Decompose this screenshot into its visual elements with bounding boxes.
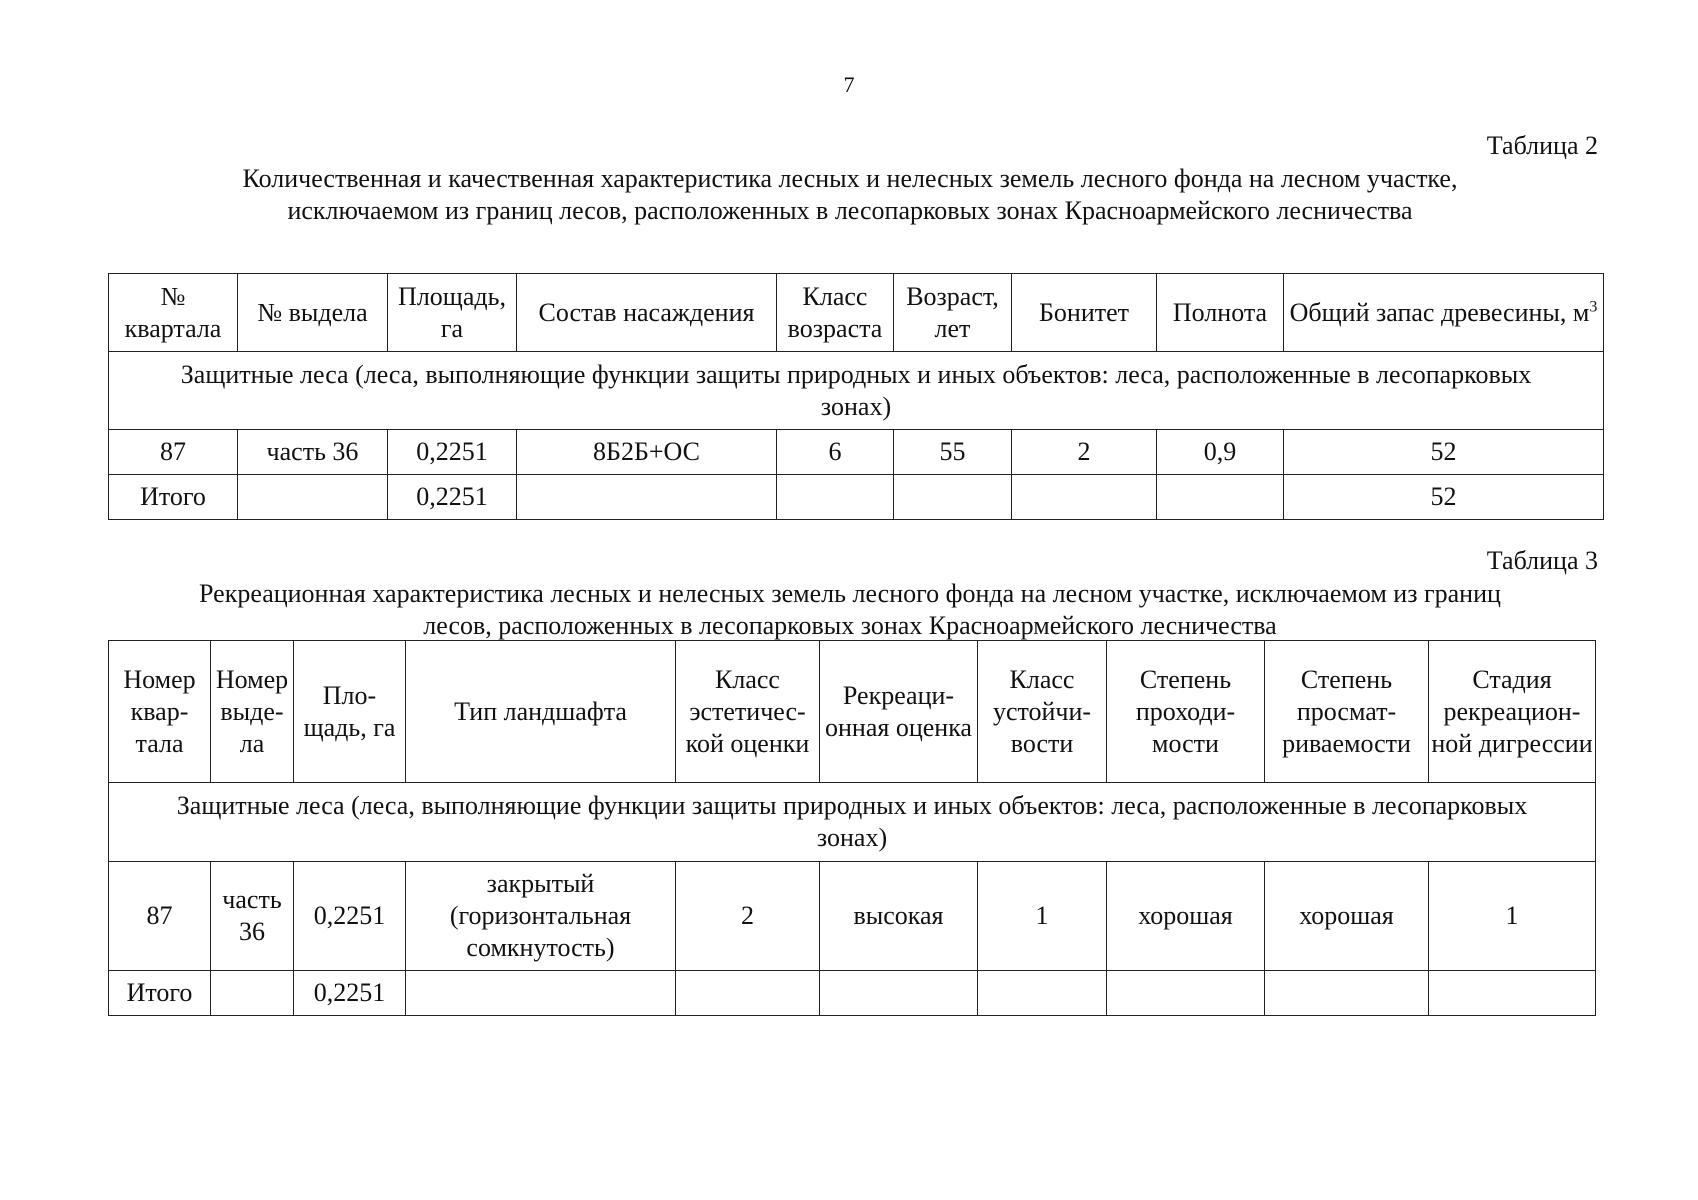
t3-section: Защитные леса (леса, выполняющие функции защиты природных и иных объектов: леса, расположенные в лесопарковых зонах) <box>109 783 1596 862</box>
table3-section-row <box>109 783 1596 862</box>
t2-header-zapas-text: Общий запас древесины, м <box>1289 297 1590 327</box>
t3-header-aesthetic: Класс эстетичес-кой оценки <box>676 641 820 783</box>
table2-data-row <box>109 430 1604 475</box>
t2-cell-bonitet: 2 <box>1012 430 1157 475</box>
t2-header-zapas-sup: 3 <box>1589 297 1598 315</box>
t3-total-empty <box>1429 971 1596 1016</box>
table2-caption-line2: исключаемом из границ лесов, расположенных в лесопарковых зонах Красноармейского лесничества <box>287 196 1413 225</box>
t2-header-klass: Класс возраста <box>777 274 894 352</box>
t3-header-vydel: Номер выде-ла <box>211 641 294 783</box>
table3-header-row <box>109 641 1596 783</box>
t3-total-empty <box>1107 971 1265 1016</box>
t2-cell-sostav: 8Б2Б+ОС <box>517 430 777 475</box>
t2-cell-vozrast: 55 <box>894 430 1012 475</box>
table3-data-row <box>109 862 1596 971</box>
t3-cell-stability: 1 <box>978 862 1107 971</box>
t2-header-vydel: № выдела <box>238 274 388 352</box>
t3-cell-recreation: высокая <box>820 862 978 971</box>
t2-total-empty <box>1012 475 1157 520</box>
table3-caption <box>100 578 1600 642</box>
t3-cell-visibility: хорошая <box>1265 862 1429 971</box>
t3-cell-area: 0,2251 <box>294 862 406 971</box>
t3-header-stability: Класс устойчи-вости <box>978 641 1107 783</box>
t3-header-digression: Стадия рекреацион-ной дигрессии <box>1429 641 1596 783</box>
table3 <box>108 640 1596 1016</box>
t3-cell-aesthetic: 2 <box>676 862 820 971</box>
t2-cell-klass: 6 <box>777 430 894 475</box>
table2-header-row <box>109 274 1604 352</box>
t3-cell-digression: 1 <box>1429 862 1596 971</box>
table3-caption-line1: Рекреационная характеристика лесных и нелесных земель лесного фонда на лесном участке, исключаемом из границ <box>199 579 1501 608</box>
table3-caption-line2: лесов, расположенных в лесопарковых зонах Красноармейского лесничества <box>423 611 1277 640</box>
t2-header-zapas <box>1284 274 1604 352</box>
t3-cell-landscape: закрытый (горизонтальная сомкнутость) <box>406 862 676 971</box>
t2-header-polnota: Полнота <box>1157 274 1284 352</box>
t3-header-landscape: Тип ландшафта <box>406 641 676 783</box>
t3-total-area: 0,2251 <box>294 971 406 1016</box>
table3-label: Таблица 3 <box>1486 546 1598 575</box>
t3-total-label: Итого <box>109 971 211 1016</box>
t2-cell-kvartal: 87 <box>109 430 238 475</box>
t2-total-empty <box>517 475 777 520</box>
t2-header-vozrast: Возраст, лет <box>894 274 1012 352</box>
t3-header-recreation: Рекреаци-онная оценка <box>820 641 978 783</box>
t2-cell-vydel: часть 36 <box>238 430 388 475</box>
t3-header-visibility: Степень просмат-риваемости <box>1265 641 1429 783</box>
t2-total-label: Итого <box>109 475 238 520</box>
t2-header-bonitet: Бонитет <box>1012 274 1157 352</box>
t3-total-empty <box>406 971 676 1016</box>
t2-total-zapas: 52 <box>1284 475 1604 520</box>
t3-header-kvartal: Номер квар-тала <box>109 641 211 783</box>
t2-header-area: Площадь, га <box>388 274 517 352</box>
t2-total-empty <box>777 475 894 520</box>
t2-header-kvartal: № квартала <box>109 274 238 352</box>
t2-cell-polnota: 0,9 <box>1157 430 1284 475</box>
t3-header-passability: Степень проходи-мости <box>1107 641 1265 783</box>
t3-cell-kvartal: 87 <box>109 862 211 971</box>
t3-total-empty <box>1265 971 1429 1016</box>
t2-total-empty <box>894 475 1012 520</box>
t3-total-empty <box>211 971 294 1016</box>
t2-header-sostav: Состав насаждения <box>517 274 777 352</box>
table2-section-row <box>109 352 1604 430</box>
t2-total-empty <box>238 475 388 520</box>
t2-cell-zapas: 52 <box>1284 430 1604 475</box>
table2-total-row <box>109 475 1604 520</box>
t3-cell-passability: хорошая <box>1107 862 1265 971</box>
table3-total-row <box>109 971 1596 1016</box>
page-number: 7 <box>843 72 855 97</box>
t3-cell-vydel: часть 36 <box>211 862 294 971</box>
t3-total-empty <box>820 971 978 1016</box>
t3-total-empty <box>978 971 1107 1016</box>
table2-caption-line1: Количественная и качественная характеристика лесных и нелесных земель лесного фонда на лесном участке, <box>242 164 1458 193</box>
t2-cell-area: 0,2251 <box>388 430 517 475</box>
t2-total-area: 0,2251 <box>388 475 517 520</box>
table2-caption <box>100 163 1600 227</box>
t3-total-empty <box>676 971 820 1016</box>
t2-section: Защитные леса (леса, выполняющие функции защиты природных и иных объектов: леса, расположенные в лесопарковых зонах) <box>109 352 1604 430</box>
t3-header-area: Пло-щадь, га <box>294 641 406 783</box>
t2-total-empty <box>1157 475 1284 520</box>
table2 <box>108 273 1604 520</box>
table2-label: Таблица 2 <box>1486 131 1598 160</box>
